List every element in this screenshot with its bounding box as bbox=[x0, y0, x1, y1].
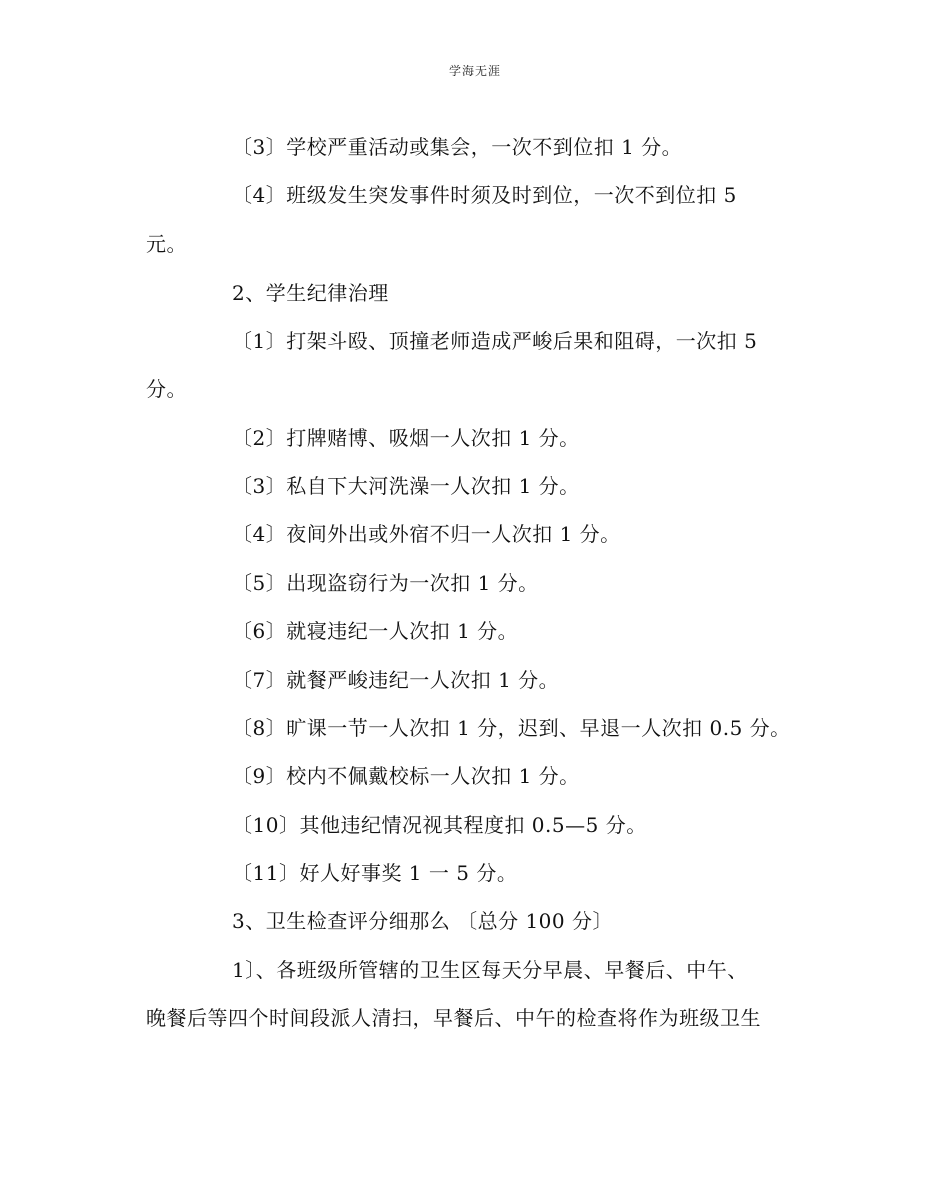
paragraph-line: 〔5〕出现盗窃行为一次扣 1 分。 bbox=[232, 571, 539, 595]
section-heading: 2、学生纪律治理 bbox=[232, 281, 389, 305]
paragraph-line: 〔11〕好人好事奖 1 一 5 分。 bbox=[232, 861, 518, 885]
paragraph-line: 〔3〕私自下大河洗澡一人次扣 1 分。 bbox=[232, 474, 580, 498]
paragraph-line: 晚餐后等四个时间段派人清扫，早餐后、中午的检查将作为班级卫生 bbox=[146, 1006, 761, 1030]
paragraph-line: 〔3〕学校严重活动或集会，一次不到位扣 1 分。 bbox=[232, 135, 683, 159]
page-header: 学海无涯 bbox=[448, 64, 501, 78]
paragraph-line: 1〕、各班级所管辖的卫生区每天分早晨、早餐后、中午、 bbox=[232, 958, 748, 982]
paragraph-line: 〔1〕打架斗殴、顶撞老师造成严峻后果和阻碍，一次扣 5 bbox=[232, 329, 758, 353]
section-heading: 3、卫生检查评分细那么 〔总分 100 分〕 bbox=[232, 909, 613, 933]
paragraph-line: 〔4〕夜间外出或外宿不归一人次扣 1 分。 bbox=[232, 522, 621, 546]
paragraph-line: 〔2〕打牌赌博、吸烟一人次扣 1 分。 bbox=[232, 426, 580, 450]
paragraph-line: 〔10〕其他违纪情况视其程度扣 0.5—5 分。 bbox=[232, 813, 647, 837]
paragraph-line: 〔6〕就寝违纪一人次扣 1 分。 bbox=[232, 619, 519, 643]
paragraph-line: 分。 bbox=[146, 377, 187, 401]
paragraph-line: 元。 bbox=[146, 232, 187, 256]
paragraph-line: 〔8〕旷课一节一人次扣 1 分，迟到、早退一人次扣 0.5 分。 bbox=[232, 716, 791, 740]
paragraph-line: 〔7〕就餐严峻违纪一人次扣 1 分。 bbox=[232, 668, 560, 692]
paragraph-line: 〔9〕校内不佩戴校标一人次扣 1 分。 bbox=[232, 764, 580, 788]
paragraph-line: 〔4〕班级发生突发事件时须及时到位，一次不到位扣 5 bbox=[232, 183, 737, 207]
